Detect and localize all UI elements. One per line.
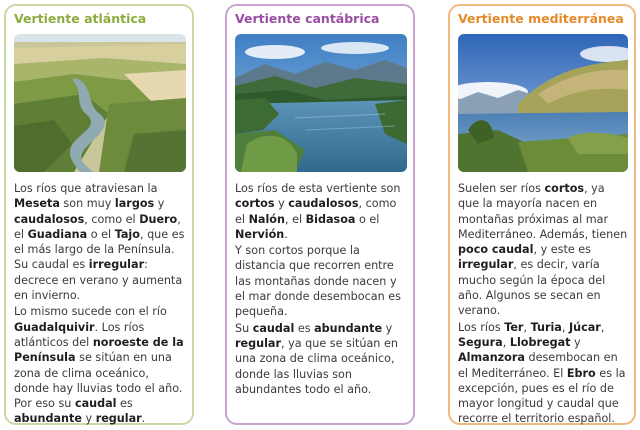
text-run: Los ríos de esta vertiente son	[235, 182, 401, 195]
bold-term: Nervión	[235, 227, 285, 241]
paragraph	[14, 304, 186, 426]
text-run: , el	[14, 212, 181, 241]
text-run: , que es el más largo de la Península. Su caudal es	[14, 227, 185, 272]
text-run: , ya que se sitúan en una zona de clima oceánico, donde las lluvias son abundantes todo el año.	[235, 336, 398, 396]
text-run: .	[284, 227, 288, 241]
text-run: Los ríos	[458, 320, 505, 334]
text-run: , es decir, varía mucho según la época del año. Algunos se secan en verano.	[458, 258, 606, 318]
text-run: ,	[502, 335, 510, 349]
bold-term: irregular	[458, 258, 514, 272]
text-run: es la excepción, pues es el río de mayor longitud y caudal que recorre el territorio español.	[458, 366, 626, 426]
text-run: , y este es	[533, 243, 591, 257]
paragraph	[235, 181, 407, 242]
bold-term: caudalosos	[288, 197, 359, 211]
bold-term: Meseta	[14, 197, 60, 211]
card-title: Vertiente cantábrica	[235, 11, 380, 26]
bold-term: noroeste de la Península	[14, 335, 184, 365]
text-run: y	[274, 197, 289, 211]
text-run: se sitúan en una zona de clima oceánico, donde hay lluvias todo el año. Por eso su	[14, 351, 183, 411]
bold-term: Duero	[139, 212, 178, 226]
card-text	[235, 181, 407, 398]
bold-term: caudal	[252, 321, 295, 335]
text-run: ,	[561, 320, 569, 334]
card-mediterranean	[448, 4, 636, 425]
photo-river-reservoir	[458, 34, 628, 172]
bold-term: largos	[114, 197, 155, 211]
text-run: , como el	[235, 197, 397, 226]
text-run: y	[154, 197, 165, 211]
bold-term: Nalón	[248, 212, 285, 226]
bold-term: caudalosos	[14, 212, 85, 226]
text-run: es	[294, 321, 315, 335]
text-run: , ya que la mayoría nacen en montañas próximas al mar Mediterráneo. Además, tienen	[458, 182, 628, 241]
paragraph	[14, 181, 186, 303]
text-run: Los ríos que atraviesan la	[14, 182, 158, 195]
card-atlantic	[4, 4, 194, 425]
card-cantabrian	[225, 4, 415, 425]
bold-term: Júcar	[568, 320, 601, 334]
bold-term: Ter	[504, 320, 524, 334]
text-run: y	[570, 335, 581, 349]
paragraph	[458, 181, 628, 319]
bold-term: cortos	[544, 182, 585, 195]
photo-river-mountains	[235, 34, 407, 172]
card-text	[14, 181, 186, 428]
text-run: , el	[284, 212, 306, 226]
text-run: Y son cortos porque la distancia que recorren entre las montañas donde nacen y el mar donde desembocan es pequeña.	[235, 244, 401, 319]
text-run: son muy	[59, 197, 115, 211]
bold-term: Bidasoa	[305, 212, 356, 226]
bold-term: abundante	[14, 412, 82, 426]
bold-term: Guadiana	[27, 227, 88, 241]
text-run: . Los ríos atlánticos del	[14, 320, 145, 349]
text-run: ,	[523, 320, 531, 334]
text-run: es	[116, 397, 133, 411]
text-run: y	[382, 321, 393, 335]
text-run: Lo mismo sucede con el río	[14, 305, 167, 319]
text-run: o el	[87, 227, 115, 241]
bold-term: Llobregat	[509, 335, 571, 349]
text-run: Su	[235, 321, 253, 335]
paragraph	[458, 320, 628, 427]
bold-term: Almanzora	[458, 351, 525, 365]
text-run: , como el	[84, 212, 140, 226]
text-run: .	[141, 412, 146, 426]
paragraph	[235, 321, 407, 397]
card-title: Vertiente mediterránea	[458, 11, 624, 26]
text-run: o el	[355, 212, 380, 226]
text-run: : decrece en verano y aumenta en invierno.	[14, 258, 183, 303]
photo-river-meseta	[14, 34, 186, 172]
bold-term: regular	[95, 412, 142, 426]
bold-term: poco caudal	[458, 243, 534, 257]
card-title: Vertiente atlántica	[14, 11, 147, 26]
text-run: y	[81, 412, 96, 426]
bold-term: Turia	[530, 320, 562, 334]
card-text	[458, 181, 628, 428]
text-run: ,	[600, 320, 605, 334]
bold-term: Segura	[458, 335, 503, 349]
bold-term: Tajo	[114, 227, 140, 241]
paragraph	[235, 243, 407, 319]
bold-term: caudal	[74, 397, 117, 411]
text-run: desembocan en el Mediterráneo. El	[458, 351, 618, 380]
bold-term: irregular	[88, 258, 145, 272]
bold-term: Guadalquivir	[14, 320, 95, 334]
text-run: Suelen ser ríos	[458, 182, 545, 195]
bold-term: Ebro	[566, 366, 596, 380]
bold-term: regular	[235, 336, 281, 350]
bold-term: abundante	[314, 321, 383, 335]
bold-term: cortos	[235, 197, 275, 211]
